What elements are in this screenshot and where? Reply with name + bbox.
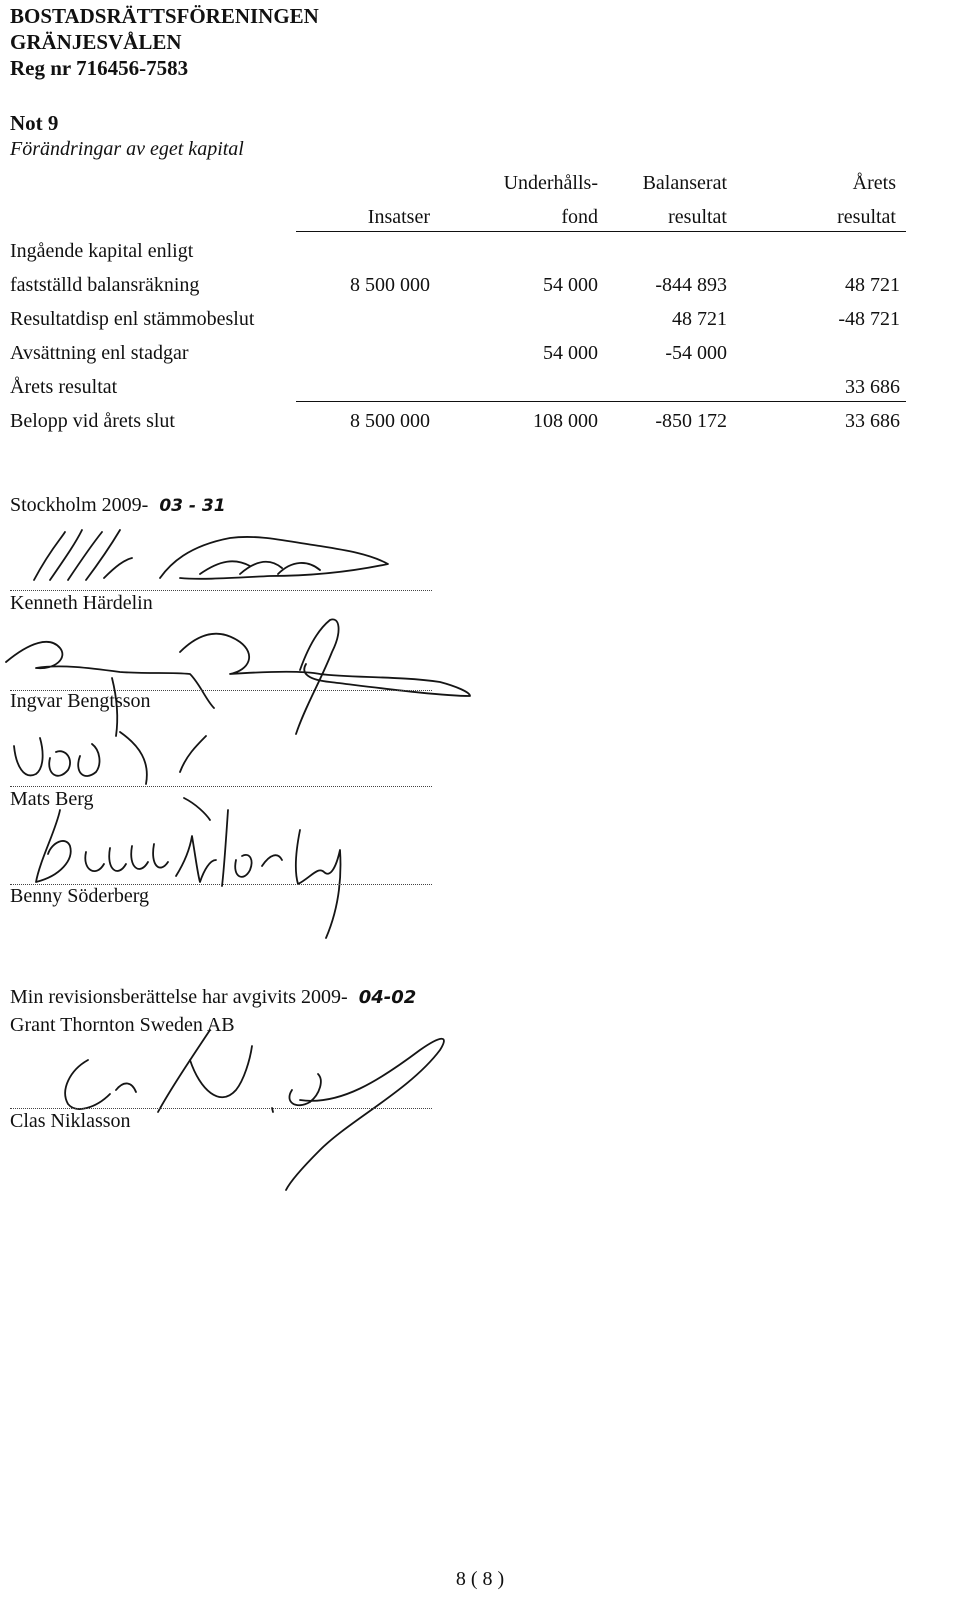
row-label: Belopp vid årets slut (10, 410, 175, 432)
audit-statement (10, 986, 416, 1009)
cell-value: 8 500 000 (350, 274, 430, 296)
place-date-text: Stockholm 2009- (10, 494, 149, 516)
signatory-name: Mats Berg (10, 788, 94, 810)
signatory-name: Kenneth Härdelin (10, 592, 153, 614)
signature-line (10, 786, 432, 787)
note-number: Not 9 (10, 111, 59, 135)
signature-mats-berg (0, 712, 260, 792)
signature-line (10, 590, 432, 591)
handwritten-date: 03 - 31 (159, 496, 226, 516)
cell-value: 48 721 (845, 274, 900, 296)
registration-number: Reg nr 716456-7583 (10, 56, 189, 80)
col-header-fond-line2: fond (561, 206, 598, 228)
cell-value: 54 000 (543, 342, 598, 364)
signature-benny-soderberg (0, 790, 380, 950)
row-label: Avsättning enl stadgar (10, 342, 189, 364)
signature-line (10, 1108, 432, 1109)
col-header-arets-line2: resultat (837, 206, 896, 228)
handwritten-audit-date: 04-02 (358, 987, 417, 1008)
org-name-line1: BOSTADSRÄTTSFÖRENINGEN (10, 4, 319, 28)
col-header-balanserat-line1: Balanserat (642, 172, 727, 194)
header-underline (296, 231, 906, 232)
col-header-fond-line1: Underhålls- (503, 172, 598, 194)
signature-clas-niklasson (40, 1020, 460, 1190)
cell-value: 48 721 (672, 308, 727, 330)
cell-value: 33 686 (845, 376, 900, 398)
row-label: fastställd balansräkning (10, 274, 200, 296)
row-label: Ingående kapital enligt (10, 240, 194, 262)
cell-value: -850 172 (655, 410, 727, 432)
cell-value: 108 000 (533, 410, 598, 432)
org-name-line2: GRÄNJESVÅLEN (10, 30, 182, 54)
cell-value: -54 000 (665, 342, 727, 364)
col-header-insatser: Insatser (367, 206, 430, 228)
row-label: Årets resultat (10, 376, 118, 398)
cell-value: -844 893 (655, 274, 727, 296)
signature-kenneth-hardelin (20, 520, 400, 598)
cell-value: 54 000 (543, 274, 598, 296)
audit-firm: Grant Thornton Sweden AB (10, 1014, 235, 1036)
place-date (10, 494, 226, 517)
row-label: Resultatdisp enl stämmobeslut (10, 308, 255, 330)
signatory-name: Benny Söderberg (10, 885, 150, 907)
cell-value: 8 500 000 (350, 410, 430, 432)
cell-value: -48 721 (838, 308, 900, 330)
total-rule (296, 401, 906, 402)
page-number: 8 ( 8 ) (455, 1568, 505, 1590)
col-header-balanserat-line2: resultat (668, 206, 727, 228)
col-header-arets-line1: Årets (852, 172, 896, 194)
note-title: Förändringar av eget kapital (10, 138, 244, 160)
audit-statement-text: Min revisionsberättelse har avgivits 2009- (10, 986, 348, 1008)
auditor-name: Clas Niklasson (10, 1110, 131, 1132)
cell-value: 33 686 (845, 410, 900, 432)
signatory-name: Ingvar Bengtsson (10, 690, 151, 712)
